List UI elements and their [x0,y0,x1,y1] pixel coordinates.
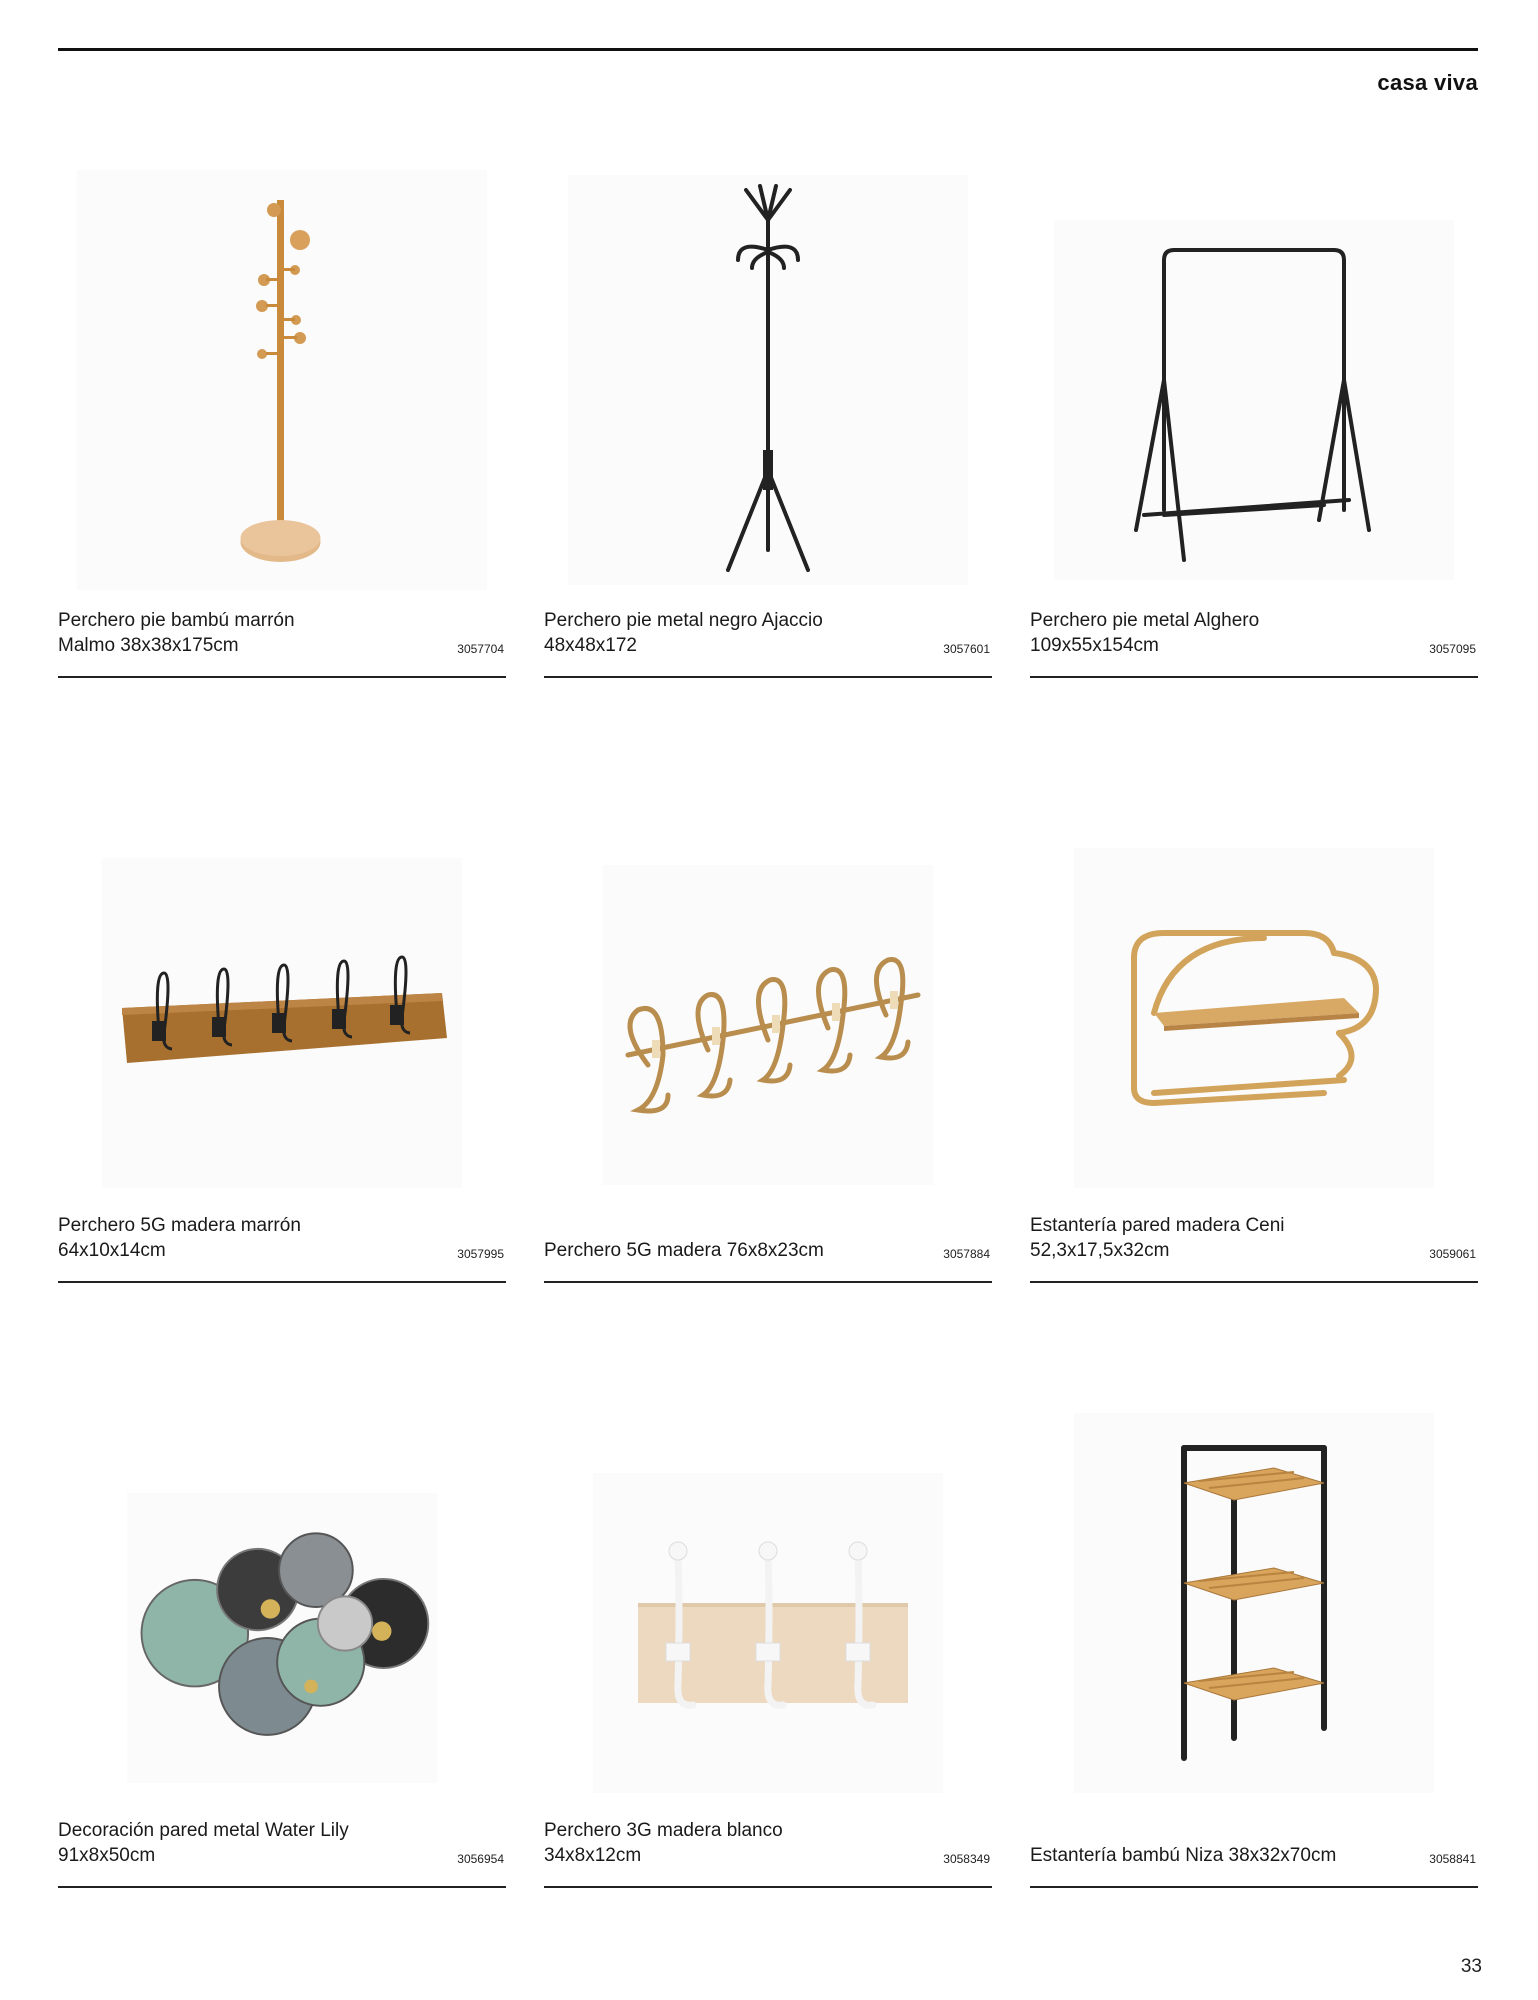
bamboo-shelf-unit-icon [1154,1438,1354,1768]
product-ref: 3057884 [943,1247,990,1261]
product-photo [1030,1305,1478,1800]
product-photo [58,1305,506,1800]
product-ref: 3056954 [457,1852,504,1866]
product-card[interactable] [1030,1305,1478,1910]
product-photo [544,700,992,1195]
product-ref: 3057704 [457,642,504,656]
product-photo [1030,170,1478,590]
product-card[interactable] [58,1305,506,1910]
product-name: Perchero 5G madera 76x8x23cm [544,1240,824,1261]
wall-shelf-icon [1114,918,1394,1118]
product-ref: 3058349 [943,1852,990,1866]
product-name: Perchero 5G madera marrón 64x10x14cm [58,1215,301,1261]
product-card[interactable] [544,170,992,700]
product-caption [1030,1211,1478,1283]
bamboo-coat-stand-icon [182,180,382,580]
product-name: Decoración pared metal Water Lily 91x8x50cm [58,1820,349,1866]
page-number: 33 [1460,1956,1482,1977]
product-photo [58,700,506,1195]
product-ref: 3057995 [457,1247,504,1261]
product-card[interactable] [544,1305,992,1910]
metal-coat-stand-icon [668,180,868,580]
rattan-hook-rack-icon [608,925,928,1125]
product-name: Perchero pie metal negro Ajaccio 48x48x172 [544,610,823,656]
product-ref: 3058841 [1429,1852,1476,1866]
product-grid [58,170,1480,1920]
product-caption [1030,1816,1478,1888]
product-caption [544,1211,992,1283]
product-caption [58,1816,506,1888]
brand-logo: casa viva [1377,70,1478,95]
product-ref: 3057601 [943,642,990,656]
product-name: Estantería pared madera Ceni 52,3x17,5x32cm [1030,1215,1285,1261]
product-caption [544,1816,992,1888]
product-ref: 3057095 [1429,642,1476,656]
product-caption [544,606,992,678]
product-photo [58,170,506,590]
white-hook-rack-icon [618,1533,918,1733]
product-ref: 3059061 [1429,1247,1476,1261]
product-caption [58,606,506,678]
product-card[interactable] [1030,700,1478,1305]
product-photo [544,170,992,590]
top-rule [58,48,1478,51]
product-card[interactable] [58,170,506,700]
product-name: Perchero pie bambú marrón Malmo 38x38x175cm [58,610,295,656]
product-card[interactable] [58,700,506,1305]
wall-hook-rack-icon [112,953,452,1093]
clothes-rack-icon [1124,230,1384,570]
product-name: Perchero pie metal Alghero 109x55x154cm [1030,610,1260,656]
product-caption [1030,606,1478,678]
water-lily-wall-decor-icon [127,1523,437,1753]
product-photo [544,1305,992,1800]
product-card[interactable] [1030,170,1478,700]
product-caption [58,1211,506,1283]
product-name: Perchero 3G madera blanco 34x8x12cm [544,1820,783,1866]
product-card[interactable] [544,700,992,1305]
product-name: Estantería bambú Niza 38x32x70cm [1030,1845,1337,1866]
product-photo [1030,700,1478,1195]
